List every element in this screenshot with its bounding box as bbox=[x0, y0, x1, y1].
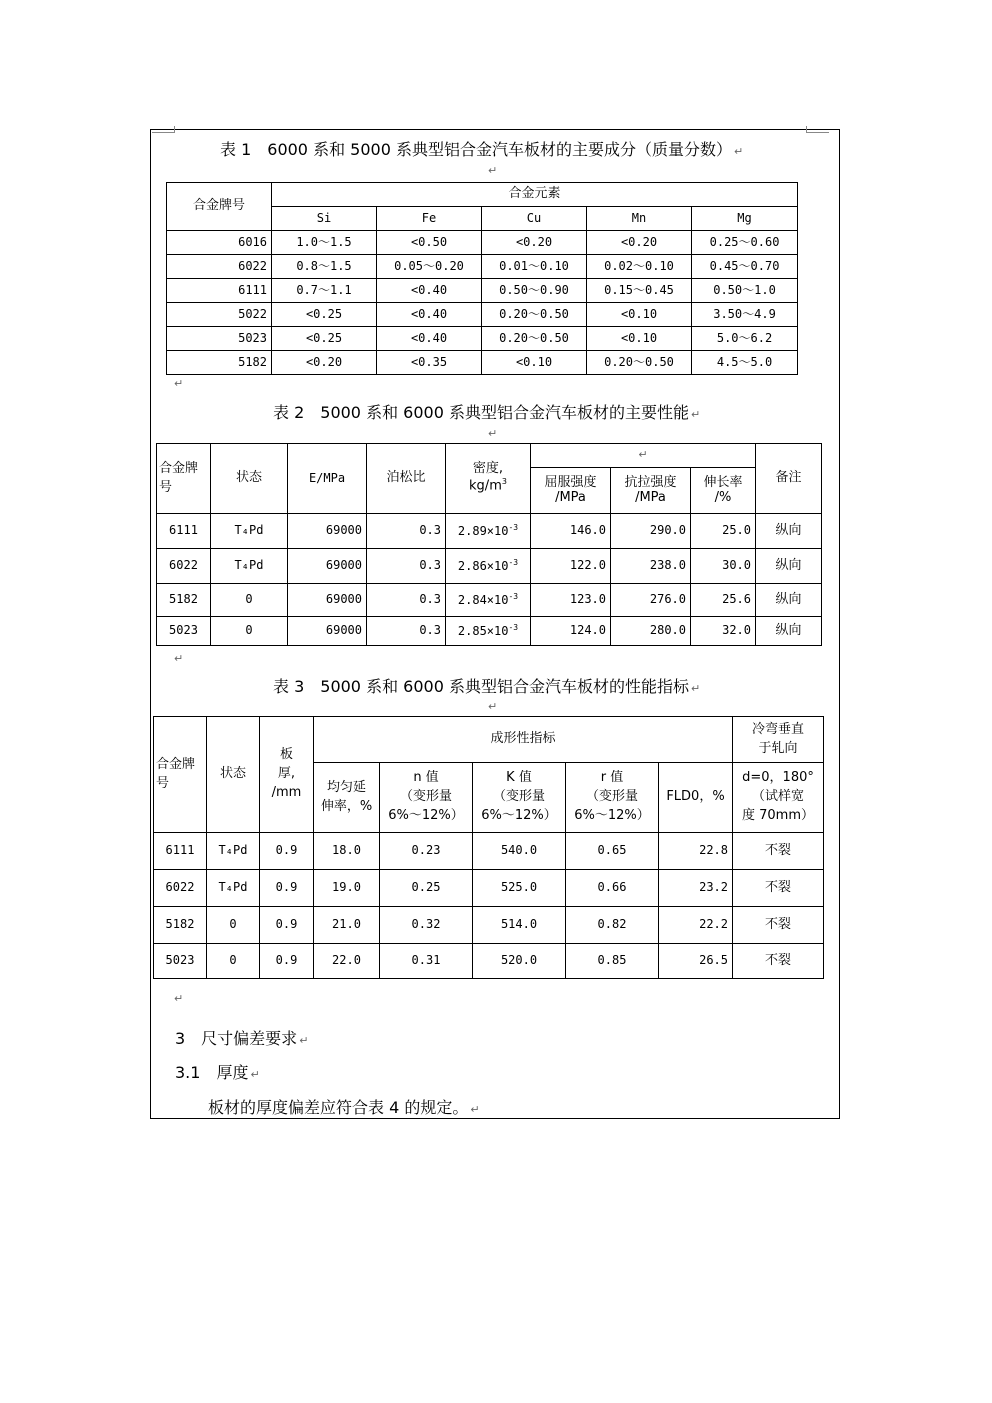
table-cell: 0.23 bbox=[380, 833, 473, 870]
corner-mark-left bbox=[152, 126, 175, 133]
table1-col-fe: Fe bbox=[377, 207, 482, 231]
table-cell: 25.0 bbox=[691, 514, 756, 549]
table-cell: 0.9 bbox=[260, 944, 314, 979]
table-cell: 纵向 bbox=[756, 617, 822, 646]
table-cell: 6111 bbox=[167, 279, 272, 303]
table-cell: 纵向 bbox=[756, 584, 822, 617]
table2-header-blank: ↵ bbox=[531, 444, 756, 468]
table-cell: 0.65 bbox=[566, 833, 659, 870]
table-cell: 26.5 bbox=[659, 944, 733, 979]
table-cell: $2.84\times 10^{-3}$ bbox=[446, 584, 531, 617]
table3-header-r: r 值 （变形量 6%～12%） bbox=[566, 763, 659, 833]
table-cell: 5023 bbox=[157, 617, 211, 646]
table-cell: 不裂 bbox=[733, 833, 824, 870]
table-cell: 21.0 bbox=[314, 907, 380, 944]
table-cell: 290.0 bbox=[611, 514, 691, 549]
table-row bbox=[154, 870, 824, 907]
table-row bbox=[167, 231, 798, 255]
table-row bbox=[154, 907, 824, 944]
table1-header-grade: 合金牌号 bbox=[167, 183, 272, 231]
table-cell: 0.7～1.1 bbox=[272, 279, 377, 303]
table-cell: 0.82 bbox=[566, 907, 659, 944]
table-cell: 6022 bbox=[154, 870, 207, 907]
table-cell: 540.0 bbox=[473, 833, 566, 870]
table-cell: 280.0 bbox=[611, 617, 691, 646]
table-row bbox=[167, 303, 798, 327]
table-row bbox=[157, 514, 822, 549]
table2-header-yield: 屈服强度 /MPa bbox=[531, 468, 611, 514]
table-cell: 0.85 bbox=[566, 944, 659, 979]
table-cell: 23.2 bbox=[659, 870, 733, 907]
table2-header-remark: 备注 bbox=[756, 444, 822, 514]
table-cell: 0.50～1.0 bbox=[692, 279, 798, 303]
table-cell: 5182 bbox=[154, 907, 207, 944]
table-cell: 4.5～5.0 bbox=[692, 351, 798, 375]
table-cell: <0.20 bbox=[587, 231, 692, 255]
table-cell: 纵向 bbox=[756, 549, 822, 584]
table-cell: 0.3 bbox=[367, 584, 446, 617]
table-cell: 30.0 bbox=[691, 549, 756, 584]
table3-header-uniform: 均匀延 伸率，% bbox=[314, 763, 380, 833]
pilcrow: ↵ bbox=[174, 377, 184, 390]
table-cell: 122.0 bbox=[531, 549, 611, 584]
table-cell: 0.05～0.20 bbox=[377, 255, 482, 279]
table-cell: 0.9 bbox=[260, 870, 314, 907]
table-cell: 32.0 bbox=[691, 617, 756, 646]
table-cell: 22.0 bbox=[314, 944, 380, 979]
table-cell: $2.89\times 10^{-3}$ bbox=[446, 514, 531, 549]
table-cell: 18.0 bbox=[314, 833, 380, 870]
table3-header-grade: 合金牌号 bbox=[154, 717, 207, 833]
table-cell: <0.20 bbox=[272, 351, 377, 375]
table-cell: 0.45～0.70 bbox=[692, 255, 798, 279]
pilcrow: ↵ bbox=[488, 164, 498, 177]
table-cell: 0.9 bbox=[260, 907, 314, 944]
table-cell: 纵向 bbox=[756, 514, 822, 549]
table-cell: <0.40 bbox=[377, 279, 482, 303]
table1-col-mg: Mg bbox=[692, 207, 798, 231]
table-cell: 0 bbox=[207, 944, 260, 979]
table3-header-thickness: 板 厚, /mm bbox=[260, 717, 314, 833]
table-cell: 0.20～0.50 bbox=[482, 303, 587, 327]
table2-header-grade: 合金牌号 bbox=[157, 444, 211, 514]
table3-header-forming: 成形性指标 bbox=[314, 717, 733, 763]
table-cell: 6111 bbox=[154, 833, 207, 870]
table-cell: T₄Pd bbox=[207, 833, 260, 870]
table-row bbox=[157, 584, 822, 617]
table-cell: 6016 bbox=[167, 231, 272, 255]
table-row bbox=[157, 549, 822, 584]
table2-header-state: 状态 bbox=[211, 444, 288, 514]
table-row bbox=[157, 617, 822, 646]
table3-header-bend-spec: d=0，180° （试样宽 度 70mm） bbox=[733, 763, 824, 833]
table-cell: <0.40 bbox=[377, 303, 482, 327]
table-cell: 124.0 bbox=[531, 617, 611, 646]
table-cell: 69000 bbox=[288, 617, 367, 646]
table-cell: 0.25～0.60 bbox=[692, 231, 798, 255]
table-cell: 0.20～0.50 bbox=[587, 351, 692, 375]
table2-caption: 表 2 5000 系和 6000 系典型铝合金汽车板材的主要性能 ↵ bbox=[273, 403, 701, 422]
table-cell: 520.0 bbox=[473, 944, 566, 979]
table-cell: <0.10 bbox=[482, 351, 587, 375]
table-cell: T₄Pd bbox=[211, 514, 288, 549]
table3-caption: 表 3 5000 系和 6000 系典型铝合金汽车板材的性能指标 ↵ bbox=[273, 677, 701, 696]
table3-header-state: 状态 bbox=[207, 717, 260, 833]
table-cell: 6022 bbox=[157, 549, 211, 584]
table-cell: 0.15～0.45 bbox=[587, 279, 692, 303]
table-cell: 1.0～1.5 bbox=[272, 231, 377, 255]
table3-header-k: K 值 （变形量 6%～12%） bbox=[473, 763, 566, 833]
table1-col-cu: Cu bbox=[482, 207, 587, 231]
table-cell: 0 bbox=[211, 584, 288, 617]
table-cell: 69000 bbox=[288, 584, 367, 617]
table-cell: 0.50～0.90 bbox=[482, 279, 587, 303]
table1-col-mn: Mn bbox=[587, 207, 692, 231]
table-cell: 5022 bbox=[167, 303, 272, 327]
table-cell: 69000 bbox=[288, 549, 367, 584]
table1-caption: 表 1 6000 系和 5000 系典型铝合金汽车板材的主要成分（质量分数） ↵ bbox=[220, 140, 744, 159]
pilcrow: ↵ bbox=[488, 700, 498, 713]
table2 bbox=[156, 443, 822, 646]
table3 bbox=[153, 716, 824, 979]
table-cell: 0.3 bbox=[367, 617, 446, 646]
table-cell: 0.66 bbox=[566, 870, 659, 907]
table2-header-elong: 伸长率 /% bbox=[691, 468, 756, 514]
table-cell: <0.50 bbox=[377, 231, 482, 255]
table-cell: <0.20 bbox=[482, 231, 587, 255]
table-cell: 6022 bbox=[167, 255, 272, 279]
table-cell: 0.25 bbox=[380, 870, 473, 907]
table-cell: 514.0 bbox=[473, 907, 566, 944]
corner-mark-right bbox=[806, 126, 829, 133]
table-cell: 5182 bbox=[167, 351, 272, 375]
table-cell: 0.32 bbox=[380, 907, 473, 944]
pilcrow: ↵ bbox=[174, 992, 184, 1005]
table-row bbox=[154, 833, 824, 870]
table-cell: 0.20～0.50 bbox=[482, 327, 587, 351]
table-cell: 0 bbox=[211, 617, 288, 646]
table-cell: 5.0～6.2 bbox=[692, 327, 798, 351]
pilcrow: ↵ bbox=[174, 652, 184, 665]
table-cell: 不裂 bbox=[733, 907, 824, 944]
table-cell: T₄Pd bbox=[207, 870, 260, 907]
table-row bbox=[167, 255, 798, 279]
table-cell: 276.0 bbox=[611, 584, 691, 617]
table-cell: 69000 bbox=[288, 514, 367, 549]
table-cell: 146.0 bbox=[531, 514, 611, 549]
section-title: 3 尺寸偏差要求 ↵ bbox=[175, 1029, 309, 1048]
table-cell: <0.40 bbox=[377, 327, 482, 351]
table-cell: 0.31 bbox=[380, 944, 473, 979]
table-cell: <0.10 bbox=[587, 303, 692, 327]
table-cell: 3.50～4.9 bbox=[692, 303, 798, 327]
table-cell: T₄Pd bbox=[211, 549, 288, 584]
table1 bbox=[166, 182, 798, 375]
table3-header-n: n 值 （变形量 6%～12%） bbox=[380, 763, 473, 833]
table-cell: <0.25 bbox=[272, 303, 377, 327]
table1-col-si: Si bbox=[272, 207, 377, 231]
table-cell: 238.0 bbox=[611, 549, 691, 584]
table-cell: 5023 bbox=[154, 944, 207, 979]
table-cell: 22.2 bbox=[659, 907, 733, 944]
table-row bbox=[167, 351, 798, 375]
table-cell: 25.6 bbox=[691, 584, 756, 617]
table-cell: <0.35 bbox=[377, 351, 482, 375]
table-cell: 不裂 bbox=[733, 870, 824, 907]
table-cell: 不裂 bbox=[733, 944, 824, 979]
table3-header-bend: 冷弯垂直 于轧向 bbox=[733, 717, 824, 763]
table2-header-tensile: 抗拉强度 /MPa bbox=[611, 468, 691, 514]
table-cell: <0.10 bbox=[587, 327, 692, 351]
table1-header-elements: 合金元素 bbox=[272, 183, 798, 207]
table-cell: 0.3 bbox=[367, 514, 446, 549]
table-row bbox=[167, 327, 798, 351]
table2-header-e: E/MPa bbox=[288, 444, 367, 514]
table-cell: 0.9 bbox=[260, 833, 314, 870]
table-cell: 0.8～1.5 bbox=[272, 255, 377, 279]
body-paragraph: 板材的厚度偏差应符合表 4 的规定。 ↵ bbox=[208, 1098, 480, 1117]
table-cell: $2.86\times 10^{-3}$ bbox=[446, 549, 531, 584]
table-cell: 5182 bbox=[157, 584, 211, 617]
table-cell: 0.02～0.10 bbox=[587, 255, 692, 279]
table-cell: $2.85\times 10^{-3}$ bbox=[446, 617, 531, 646]
table-cell: 0 bbox=[207, 907, 260, 944]
table-cell: 6111 bbox=[157, 514, 211, 549]
table-cell: 0.3 bbox=[367, 549, 446, 584]
table-cell: 0.01～0.10 bbox=[482, 255, 587, 279]
table-cell: 123.0 bbox=[531, 584, 611, 617]
table-cell: 525.0 bbox=[473, 870, 566, 907]
table2-header-poisson: 泊松比 bbox=[367, 444, 446, 514]
table3-header-fld: FLD0，% bbox=[659, 763, 733, 833]
table-row bbox=[154, 944, 824, 979]
table-cell: 19.0 bbox=[314, 870, 380, 907]
pilcrow: ↵ bbox=[488, 427, 498, 440]
table-cell: 5023 bbox=[167, 327, 272, 351]
table-cell: 22.8 bbox=[659, 833, 733, 870]
subsection-title: 3.1 厚度 ↵ bbox=[175, 1063, 260, 1082]
table-cell: <0.25 bbox=[272, 327, 377, 351]
table-row bbox=[167, 279, 798, 303]
table2-header-density: 密度, $kg/m^3$ bbox=[446, 444, 531, 514]
